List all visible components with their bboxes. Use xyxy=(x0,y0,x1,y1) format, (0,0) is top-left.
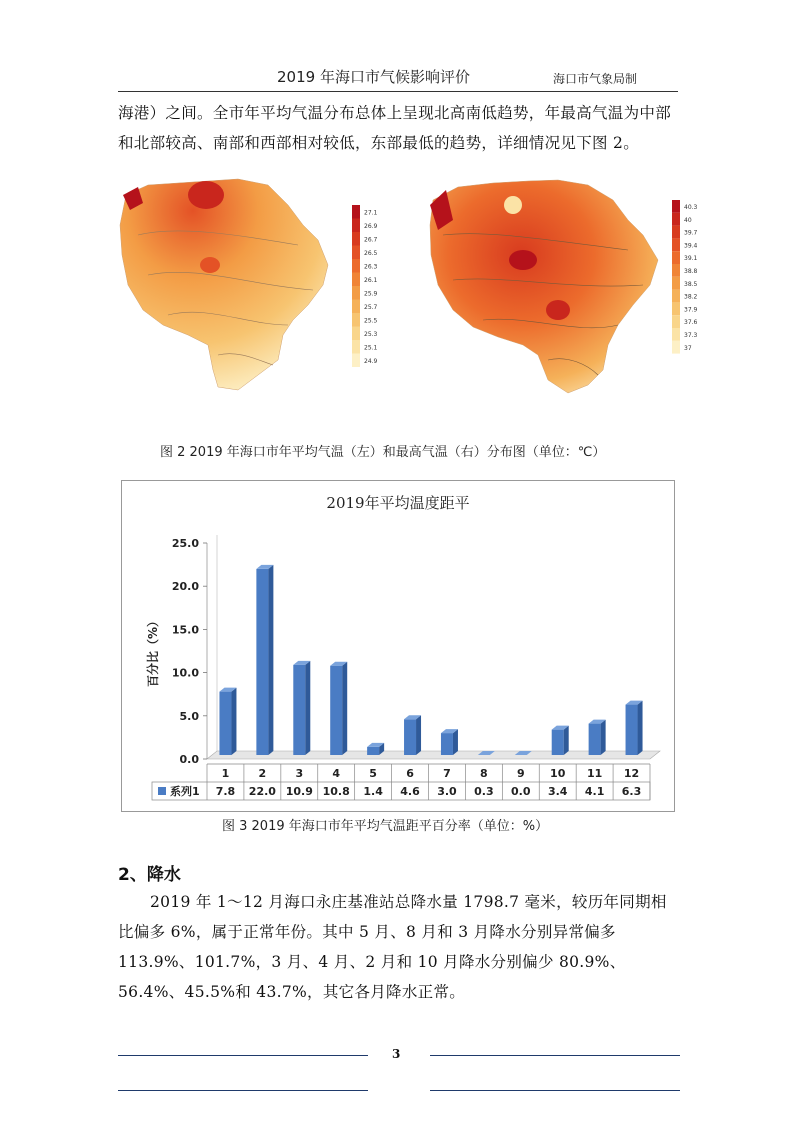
legend-swatch xyxy=(352,273,360,287)
bar xyxy=(441,733,453,755)
header-title: 2019 年海口市气候影响评价 xyxy=(277,68,470,86)
legend-swatch xyxy=(352,219,360,233)
legend-swatch xyxy=(352,205,360,219)
legend-swatch xyxy=(352,354,360,368)
paragraph-precipitation-text: 2019 年 1～12 月海口永庄基准站总降水量 1798.7 毫米，较历年同期相比偏多 6%，属于正常年份。其中 5 月、8 月和 3 月降水分别异常偏多 113.9%、101.7%，3 月、4 月、2 月和 10 月降水分别偏少 80.9%、56.4%、45.5%和 43.7%，其它各月降水正常。 xyxy=(118,893,667,1001)
legend-label: 37.6 xyxy=(684,319,698,327)
legend-label: 25.1 xyxy=(364,344,378,352)
legend-swatch xyxy=(672,238,680,251)
data-label: 7.8 xyxy=(215,785,236,798)
data-label: 10.8 xyxy=(322,785,350,798)
x-tick-label: 8 xyxy=(480,767,488,780)
footer-rule-left-top xyxy=(118,1055,368,1056)
legend-swatch xyxy=(672,264,680,277)
legend-label: 40 xyxy=(684,216,692,224)
legend-label: 26.7 xyxy=(364,236,378,244)
x-tick-label: 11 xyxy=(586,767,603,780)
max-temperature-map xyxy=(428,175,690,397)
legend-swatch xyxy=(352,340,360,354)
header-org: 海口市气象局制 xyxy=(553,72,638,86)
mean-temperature-map xyxy=(118,175,358,395)
legend-swatch xyxy=(352,246,360,260)
bar xyxy=(589,724,601,755)
anomaly-chart-frame xyxy=(121,480,675,812)
page-number: 3 xyxy=(392,1047,401,1061)
legend-label: 25.5 xyxy=(364,317,378,325)
legend-swatch xyxy=(672,251,680,264)
footer-rule-right-top xyxy=(430,1055,680,1056)
x-tick-label: 3 xyxy=(295,767,304,780)
bar xyxy=(256,569,268,755)
y-tick-label: 15.0 xyxy=(171,623,199,637)
legend-swatch xyxy=(352,286,360,300)
map-hotspot-south xyxy=(546,300,570,320)
bar-side xyxy=(231,688,236,755)
data-label: 1.4 xyxy=(363,785,383,798)
data-label: 0.3 xyxy=(474,785,494,798)
y-tick-label: 0.0 xyxy=(179,753,199,766)
legend-label: 25.3 xyxy=(364,330,378,338)
bar-side xyxy=(416,715,421,755)
bar xyxy=(367,747,379,755)
legend-swatch xyxy=(352,313,360,327)
x-tick-label: 4 xyxy=(332,767,341,780)
legend-label: 26.1 xyxy=(364,276,378,284)
map-hotspot-center xyxy=(509,250,537,270)
bar xyxy=(404,719,416,755)
map-region-shape xyxy=(120,179,328,390)
legend-label: 26.9 xyxy=(364,222,378,230)
legend-label: 26.5 xyxy=(364,249,378,257)
y-tick-label: 25.0 xyxy=(171,537,199,550)
legend-swatch xyxy=(672,290,680,303)
legend-swatch xyxy=(672,200,680,213)
data-label: 6.3 xyxy=(621,785,642,798)
legend-label: 39.4 xyxy=(684,242,698,250)
map-hotspot-center xyxy=(200,257,220,273)
data-label: 3.0 xyxy=(437,785,457,798)
x-tick-label: 1 xyxy=(221,767,230,780)
legend-label: 37.3 xyxy=(684,331,698,339)
legend-label: 38.8 xyxy=(684,267,698,275)
legend-swatch xyxy=(352,259,360,273)
data-label: 4.1 xyxy=(584,785,605,798)
legend-label: 40.3 xyxy=(684,203,698,211)
data-label: 0.0 xyxy=(511,785,531,798)
legend-label: 26.3 xyxy=(364,263,378,271)
x-tick-label: 9 xyxy=(516,767,525,780)
data-label: 3.4 xyxy=(547,785,568,798)
anomaly-bar-chart xyxy=(122,481,674,811)
bar xyxy=(626,705,638,755)
legend-label: 39.7 xyxy=(684,229,698,237)
footer-rule-right-bottom xyxy=(430,1090,680,1091)
legend-label: 37 xyxy=(684,344,692,352)
bar-side xyxy=(342,662,347,755)
bar-side xyxy=(638,701,643,755)
y-tick-label: 10.0 xyxy=(171,666,199,680)
data-label: 22.0 xyxy=(248,785,276,798)
legend-label: 25.9 xyxy=(364,290,378,298)
bar-side xyxy=(305,661,310,755)
x-tick-label: 7 xyxy=(443,767,451,780)
max-temperature-legend xyxy=(670,200,710,360)
y-tick-label: 5.0 xyxy=(179,709,199,723)
x-tick-label: 6 xyxy=(406,767,414,780)
legend-swatch xyxy=(352,232,360,246)
legend-swatch xyxy=(672,302,680,315)
y-axis-label: 百分比（%） xyxy=(146,614,160,688)
legend-swatch xyxy=(672,315,680,328)
legend-swatch xyxy=(158,787,166,795)
bar xyxy=(219,692,231,755)
legend-swatch xyxy=(672,277,680,290)
bar xyxy=(293,665,305,755)
footer-rule-left-bottom xyxy=(118,1090,368,1091)
bar xyxy=(330,666,342,755)
header-rule xyxy=(118,91,678,92)
x-tick-label: 2 xyxy=(258,767,267,780)
paragraph-precipitation xyxy=(118,887,680,1007)
mean-temperature-legend xyxy=(350,205,390,375)
x-tick-label: 12 xyxy=(623,767,640,780)
data-label: 10.9 xyxy=(285,785,313,798)
legend-label: 38.2 xyxy=(684,293,698,301)
legend-swatch xyxy=(352,300,360,314)
section-title-precipitation: 2、降水 xyxy=(118,865,181,885)
legend-label: 39.1 xyxy=(684,255,698,263)
legend-swatch xyxy=(672,341,680,354)
bar-side xyxy=(453,729,458,755)
paragraph-temperature: 海港）之间。全市年平均气温分布总体上呈现北高南低趋势，年最高气温为中部和北部较高、南部和西部相对较低，东部最低的趋势，详细情况见下图 2。 xyxy=(118,104,672,152)
map-hotspot-north xyxy=(188,181,224,209)
legend-swatch xyxy=(672,328,680,341)
chart-title: 2019年平均温度距平 xyxy=(326,494,470,512)
data-label: 4.6 xyxy=(400,785,420,798)
bar xyxy=(552,730,564,755)
legend-label: 38.5 xyxy=(684,280,698,288)
legend-label: 24.9 xyxy=(364,357,378,365)
x-tick-label: 10 xyxy=(550,767,566,780)
y-tick-label: 20.0 xyxy=(171,580,199,594)
legend-label: 37.9 xyxy=(684,306,698,314)
legend-swatch xyxy=(352,327,360,341)
figure3-caption: 图 3 2019 年海口市年平均气温距平百分率（单位：%） xyxy=(222,819,549,834)
legend-series-label: 系列1 xyxy=(170,785,200,798)
legend-label: 27.1 xyxy=(364,209,378,217)
legend-swatch xyxy=(672,226,680,239)
bar-side xyxy=(564,726,569,755)
map-region-shape xyxy=(430,180,658,393)
legend-label: 25.7 xyxy=(364,303,378,311)
bar-side xyxy=(268,565,273,755)
x-tick-label: 5 xyxy=(369,767,377,780)
bar-side xyxy=(601,720,606,755)
legend-swatch xyxy=(672,213,680,226)
figure2-caption: 图 2 2019 年海口市年平均气温（左）和最高气温（右）分布图（单位：℃） xyxy=(160,445,606,460)
map-cool-spot xyxy=(504,196,522,214)
